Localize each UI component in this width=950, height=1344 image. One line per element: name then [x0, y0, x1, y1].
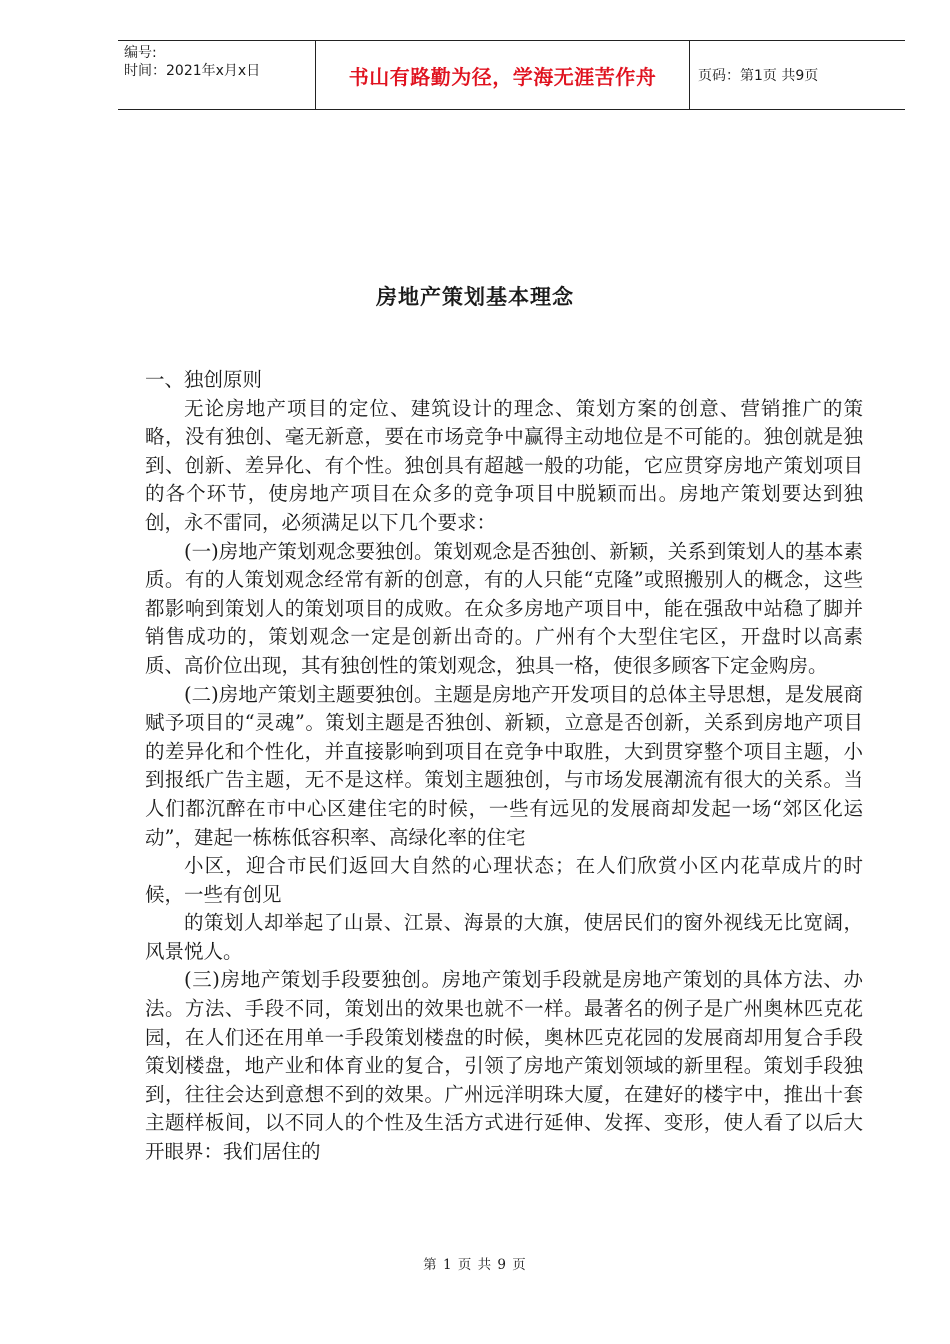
document-time-label: 时间：2021年x月x日: [124, 63, 261, 79]
section-heading: 一、独创原则: [145, 368, 263, 391]
document-number-label: 编号:: [124, 45, 157, 61]
header-meta-cell: [118, 41, 316, 109]
paragraph: 无论房地产项目的定位、建筑设计的理念、策划方案的创意、营销推广的策略，没有独创、毫无新意，要在市场竞争中赢得主动地位是不可能的。独创就是独到、创新、差异化、有个性。独创具有超越一般的功能，它应贯穿房地产策划项目的各个环节，使房地产项目在众多的竞争项目中脱颖而出。房地产策划要达到独创，永不雷同，必须满足以下几个要求：: [145, 396, 863, 534]
paragraph: (一)房地产策划观念要独创。策划观念是否独创、新颖，关系到策划人的基本素质。有的人策划观念经常有新的创意，有的人只能“克隆”或照搬别人的概念，这些都影响到策划人的策划项目的成败。在众多房地产项目中，能在强敌中站稳了脚并销售成功的，策划观念一定是创新出奇的。广州有个大型住宅区，开盘时以高素质、高价位出现，其有独创性的策划观念，独具一格，使很多顾客下定金购房。: [145, 539, 863, 677]
document-body: [145, 366, 863, 1167]
paragraph: (二)房地产策划主题要独创。主题是房地产开发项目的总体主导思想，是发展商赋予项目的“灵魂”。策划主题是否独创、新颖，立意是否创新，关系到房地产项目的差异化和个性化，并直接影响到项目在竞争中取胜，大到贯穿整个项目主题，小到报纸广告主题，无不是这样。策划主题独创，与市场发展潮流有很大的关系。当人们都沉醉在市中心区建住宅的时候，一些有远见的发展商却发起一场“郊区化运动”，建起一栋栋低容积率、高绿化率的住宅: [145, 682, 863, 849]
paragraph: 小区，迎合市民们返回大自然的心理状态；在人们欣赏小区内花草成片的时候，一些有创见: [145, 854, 863, 906]
document-title: 房地产策划基本理念: [376, 285, 574, 309]
paragraph: 的策划人却举起了山景、江景、海景的大旗，使居民们的窗外视线无比宽阔，风景悦人。: [145, 911, 863, 963]
page-footer: 第 1 页 共 9 页: [423, 1257, 527, 1273]
header-page-info: 页码：第1页 共9页: [698, 68, 819, 84]
page-header: [118, 40, 905, 110]
paragraph: (三)房地产策划手段要独创。房地产策划手段就是房地产策划的具体方法、办法。方法、手段不同，策划出的效果也就不一样。最著名的例子是广州奥林匹克花园，在人们还在用单一手段策划楼盘的时候，奥林匹克花园的发展商却用复合手段策划楼盘，地产业和体育业的复合，引领了房地产策划领域的新里程。策划手段独到，往往会达到意想不到的效果。广州远洋明珠大厦，在建好的楼宇中，推出十套主题样板间，以不同人的个性及生活方式进行延伸、发挥、变形，使人看了以后大开眼界：我们居住的: [145, 968, 863, 1164]
header-motto: 书山有路勤为径，学海无涯苦作舟: [316, 41, 690, 109]
